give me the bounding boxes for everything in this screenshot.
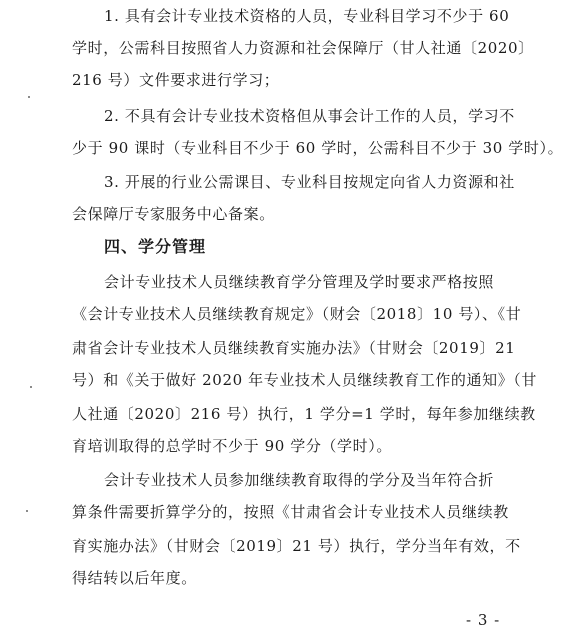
- para2-line-1: 会计专业技术人员参加继续教育取得的学分及当年符合折: [104, 471, 495, 489]
- item3-line-1: 3. 开展的行业公需课目、专业科目按规定向省人力资源和社: [104, 173, 515, 191]
- item2-line-2: 少于 90 课时（专业科目不少于 60 学时，公需科目不少于 30 学时）。: [72, 139, 564, 157]
- item3-line-2: 会保障厅专家服务中心备案。: [72, 205, 275, 223]
- scan-speck: [26, 510, 28, 512]
- para2-line-3: 育实施办法》（甘财会〔2019〕21 号）执行，学分当年有效，不: [72, 537, 521, 555]
- scan-speck: [30, 386, 32, 388]
- item1-line-1: 1. 具有会计专业技术资格的人员，专业科目学习不少于 60: [104, 7, 510, 25]
- scan-speck: [28, 96, 30, 98]
- para2-line-2: 算条件需要折算学分的，按照《甘肃省会计专业技术人员继续教: [72, 503, 509, 521]
- item1-line-3: 216 号）文件要求进行学习；: [72, 71, 280, 89]
- para1-line-6: 育培训取得的总学时不少于 90 学分（学时）。: [72, 437, 392, 455]
- para1-line-3: 肃省会计专业技术人员继续教育实施办法》（甘财会〔2019〕21: [72, 339, 516, 357]
- para1-line-5: 人社通〔2020〕216 号）执行，1 学分=1 学时，每年参加继续教: [72, 405, 536, 423]
- para1-line-1: 会计专业技术人员继续教育学分管理及学时要求严格按照: [104, 273, 495, 291]
- para2-line-4: 得结转以后年度。: [72, 569, 197, 587]
- para1-line-2: 《会计专业技术人员继续教育规定》（财会〔2018〕10 号）、《甘: [72, 305, 522, 323]
- page-number: - 3 -: [466, 611, 501, 629]
- para1-line-4: 号）和《关于做好 2020 年专业技术人员继续教育工作的通知》（甘: [72, 371, 538, 389]
- item2-line-1: 2. 不具有会计专业技术资格但从事会计工作的人员，学习不: [104, 107, 515, 125]
- section4-heading: 四、学分管理: [104, 237, 207, 256]
- item1-line-2: 学时，公需科目按照省人力资源和社会保障厅（甘人社通〔2020〕: [72, 39, 534, 57]
